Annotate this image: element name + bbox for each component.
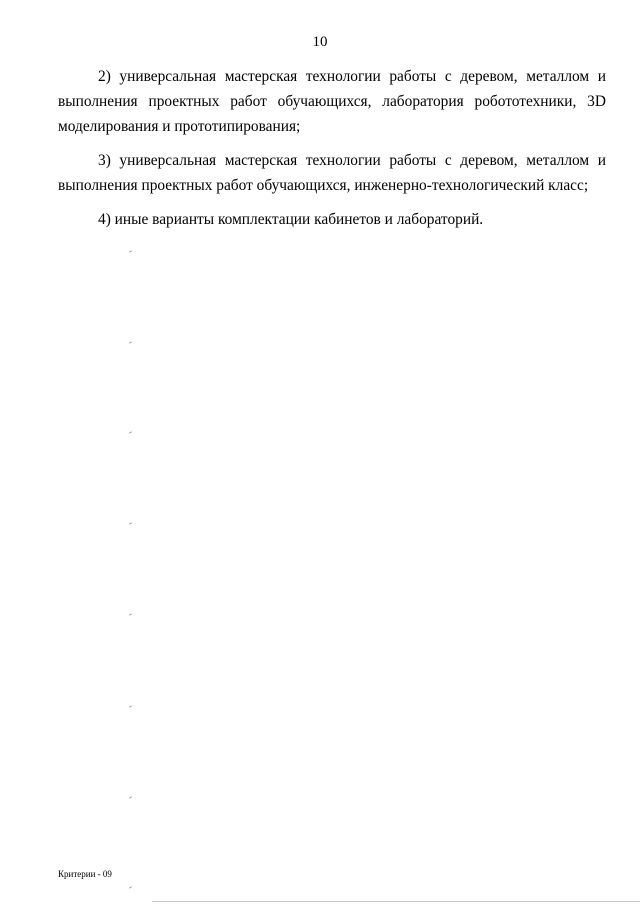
paragraph-item-2: 2) универсальная мастерская технологии работы с деревом, металлом и выполнения проектных работ обучающихся, лаборатория робототехники, 3D моделирования и прототипирования; xyxy=(58,68,606,135)
scan-speck xyxy=(129,613,132,615)
scan-speck xyxy=(129,250,132,252)
paragraph-item-4: 4) иные варианты комплектации кабинетов и лабораторий. xyxy=(98,211,484,228)
scan-speck xyxy=(129,341,132,343)
scan-edge-line xyxy=(152,901,640,902)
scan-speck xyxy=(129,886,132,888)
scan-speck xyxy=(129,705,132,707)
page-number: 10 xyxy=(312,34,328,50)
footer-code: Критерии - 09 xyxy=(58,869,112,879)
scan-speck xyxy=(129,796,132,798)
paragraph-item-3: 3) универсальная мастерская технологии работы с деревом, металлом и выполнения проектных работ обучающихся, инженерно-технологический класс; xyxy=(58,152,606,194)
scan-speck xyxy=(129,522,132,524)
scan-speck xyxy=(129,431,132,433)
